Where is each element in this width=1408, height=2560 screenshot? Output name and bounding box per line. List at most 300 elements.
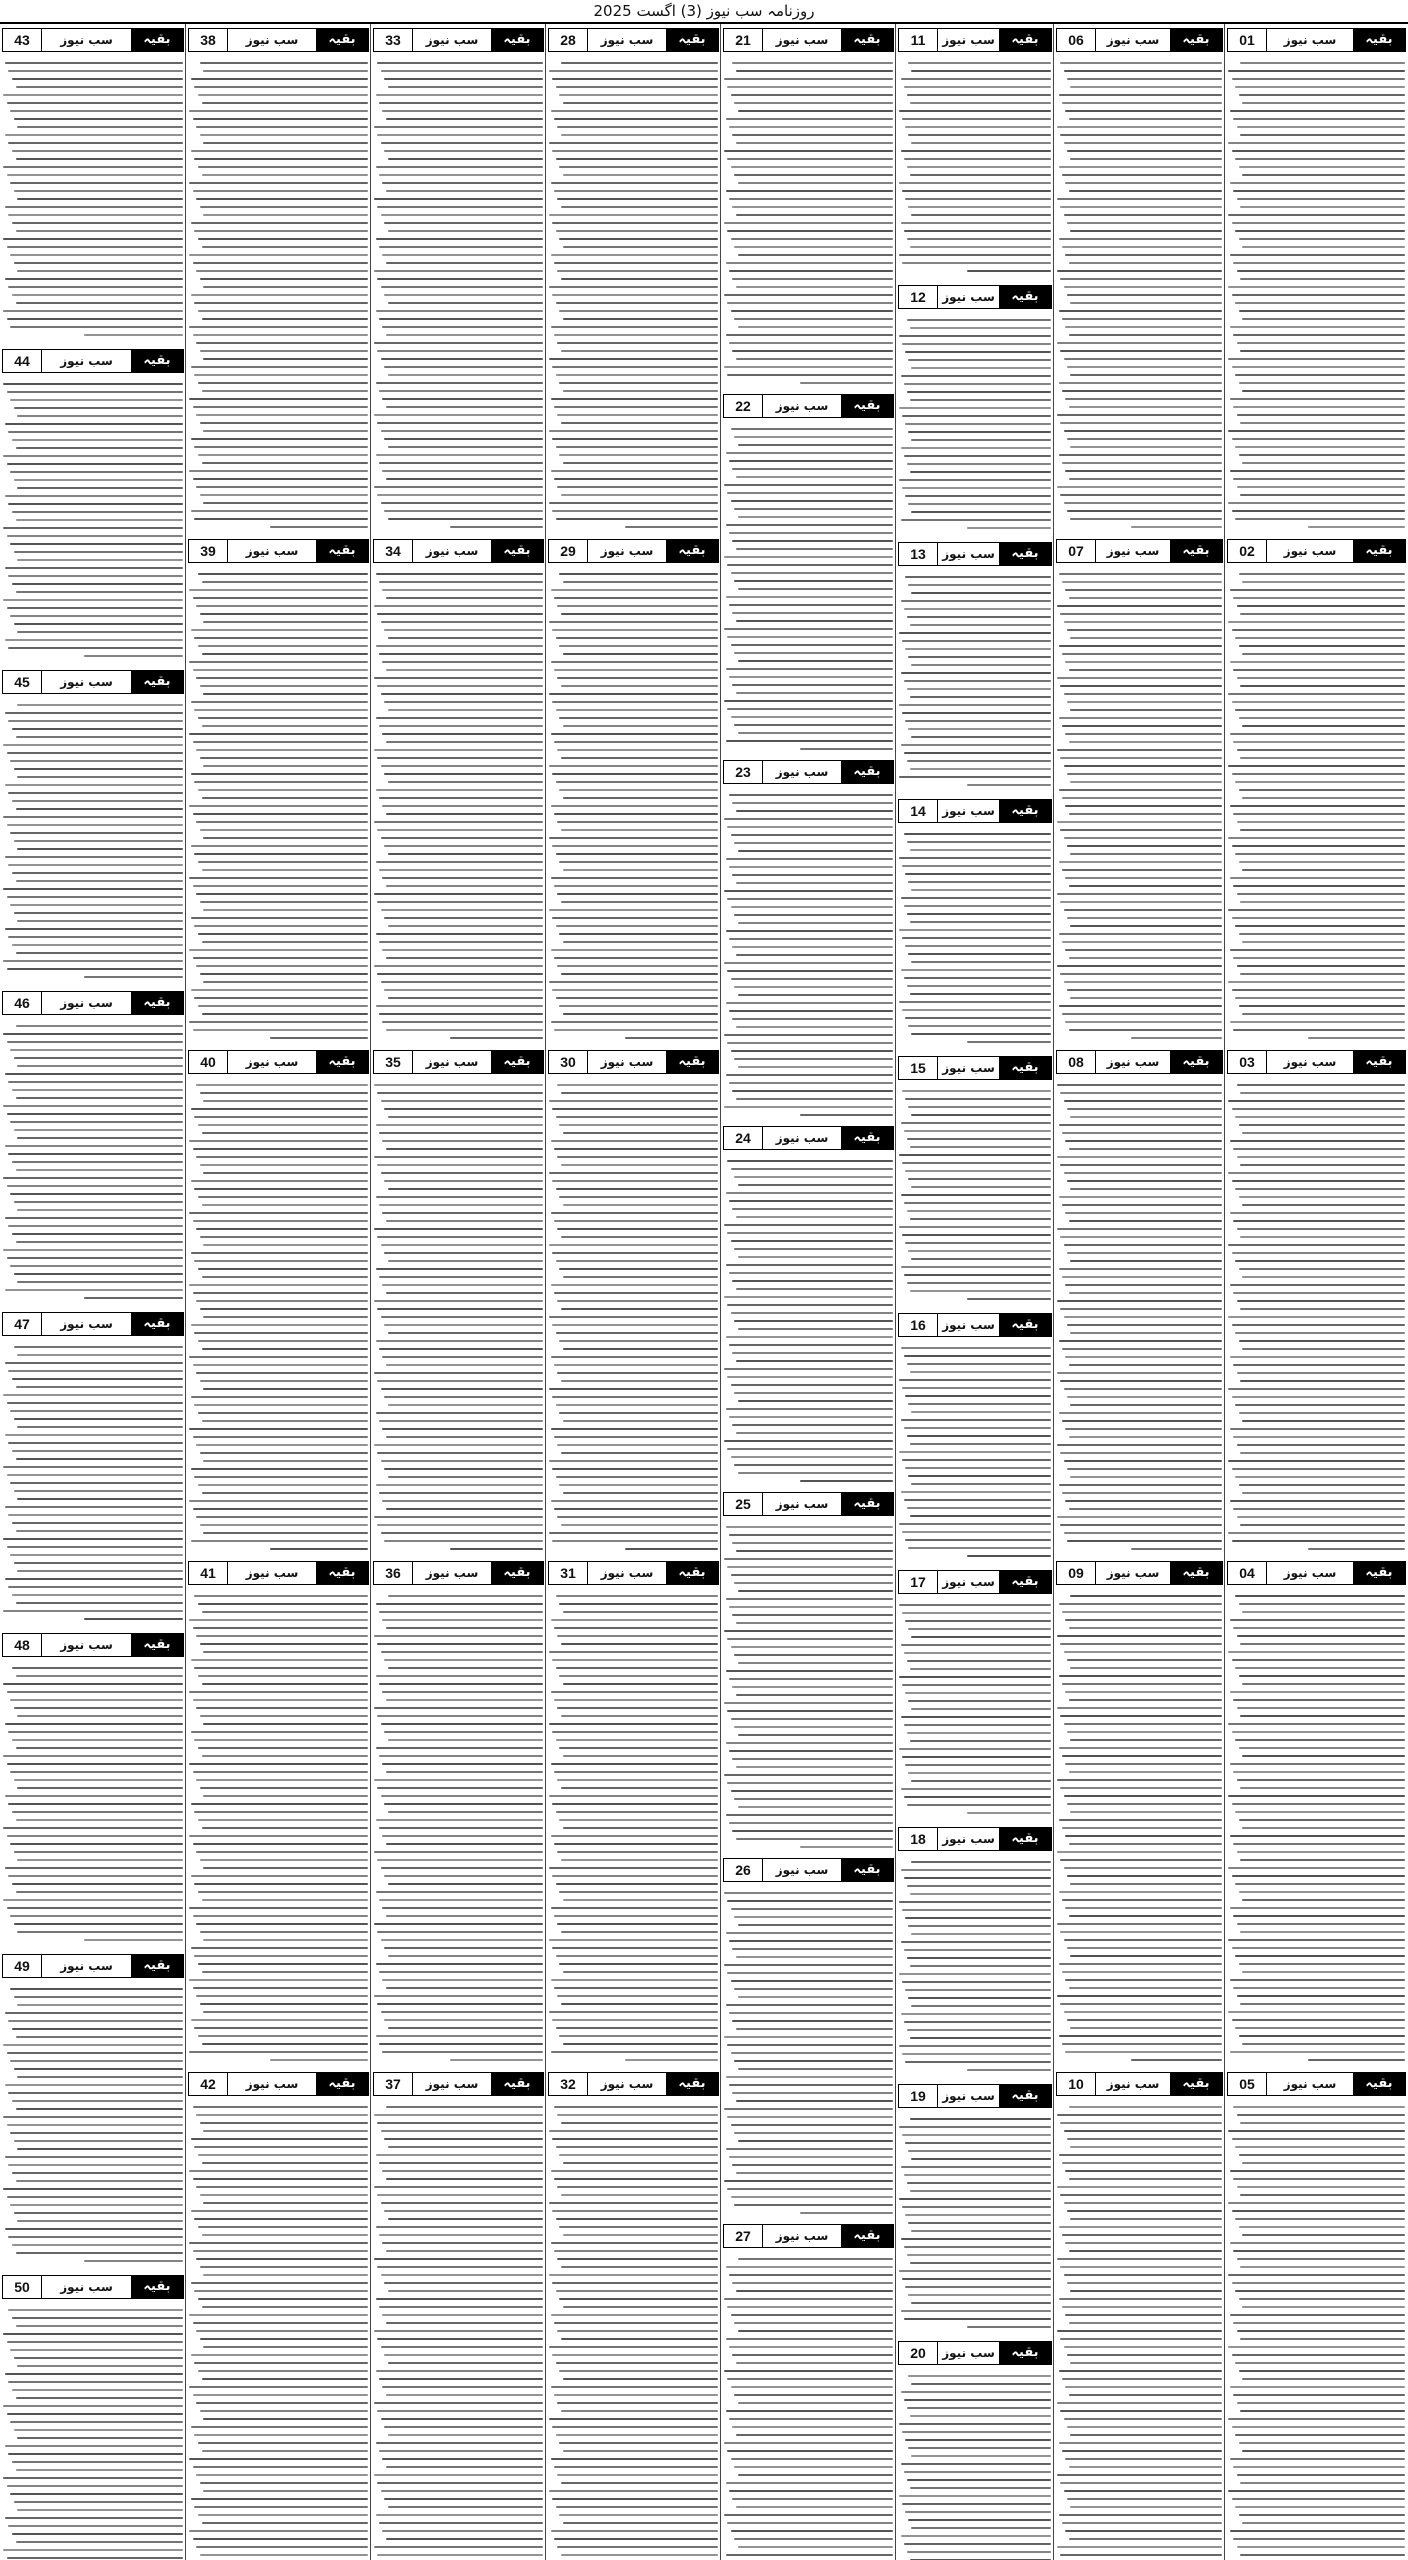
text-line xyxy=(905,1539,1051,1541)
text-line xyxy=(554,2322,718,2324)
text-line xyxy=(203,1316,368,1318)
text-line xyxy=(724,78,893,80)
text-line xyxy=(16,2036,183,2038)
text-line xyxy=(1059,1747,1222,1749)
text-line xyxy=(549,981,718,983)
text-line xyxy=(3,599,183,601)
text-line xyxy=(552,2426,718,2428)
text-line xyxy=(729,1010,893,1012)
text-line xyxy=(1239,2226,1405,2228)
text-line xyxy=(1062,797,1222,799)
baqiya-label: بقیہ xyxy=(999,1314,1051,1336)
text-line xyxy=(1230,877,1405,879)
text-line xyxy=(1232,150,1405,152)
text-line xyxy=(554,262,718,264)
text-line xyxy=(1065,1691,1222,1693)
text-line xyxy=(625,1037,718,1039)
block-number: 26 xyxy=(724,1859,763,1881)
text-line xyxy=(907,1507,1051,1509)
text-line xyxy=(559,2035,718,2037)
text-line xyxy=(386,1771,543,1773)
text-line xyxy=(1065,1428,1222,1430)
text-line xyxy=(563,318,718,320)
text-line xyxy=(5,2012,183,2014)
text-line xyxy=(556,2218,718,2220)
text-line xyxy=(557,1228,718,1230)
subnews-label: سب نیوز xyxy=(60,354,113,368)
text-line xyxy=(7,607,183,609)
text-line xyxy=(1070,925,1222,927)
text-line xyxy=(376,2370,543,2372)
text-line xyxy=(1230,1979,1405,1981)
text-line xyxy=(194,2434,368,2436)
text-line xyxy=(901,600,1051,602)
text-line xyxy=(800,2212,893,2214)
text-line xyxy=(727,970,893,972)
text-line xyxy=(1237,1156,1405,1158)
text-line xyxy=(384,1947,543,1949)
text-line xyxy=(1060,2122,1222,2124)
text-line xyxy=(193,2394,368,2396)
text-line xyxy=(552,2498,718,2500)
text-line xyxy=(10,2349,183,2351)
text-line xyxy=(1233,957,1405,959)
text-line xyxy=(381,1867,543,1869)
text-line xyxy=(552,366,718,368)
text-line xyxy=(16,591,183,593)
text-line xyxy=(1237,1923,1405,1925)
text-line xyxy=(1232,2498,1405,2500)
text-line xyxy=(16,1675,183,1677)
text-line xyxy=(1308,526,1405,528)
text-line xyxy=(374,1995,543,1997)
text-line xyxy=(1235,518,1405,520)
text-line xyxy=(1065,2458,1222,2460)
text-line xyxy=(1239,454,1405,456)
text-line xyxy=(388,2506,543,2508)
text-line xyxy=(3,2044,183,2046)
text-line xyxy=(1230,398,1405,400)
text-line xyxy=(384,1396,543,1398)
text-line xyxy=(189,1140,368,1142)
continuation-block xyxy=(546,1050,721,1557)
text-line xyxy=(3,238,183,240)
text-line xyxy=(1070,637,1222,639)
text-line xyxy=(16,1025,183,1027)
text-line xyxy=(381,1723,543,1725)
baqiya-label: بقیہ xyxy=(666,2073,718,2095)
text-line xyxy=(379,797,543,799)
text-line xyxy=(904,1427,1051,1429)
text-line xyxy=(202,653,368,655)
text-line xyxy=(270,2059,368,2061)
text-line xyxy=(202,2043,368,2045)
text-line xyxy=(556,230,718,232)
text-line xyxy=(388,2362,543,2364)
text-line xyxy=(551,326,718,328)
text-line xyxy=(901,150,1051,152)
text-line xyxy=(12,1522,183,1524)
text-line xyxy=(17,559,183,561)
text-line xyxy=(1228,1172,1405,1174)
text-line xyxy=(1060,2554,1222,2556)
text-line xyxy=(194,1476,368,1478)
text-line xyxy=(384,1108,543,1110)
text-line xyxy=(1064,981,1222,983)
text-line xyxy=(1242,1755,1405,1757)
text-line xyxy=(16,2108,183,2110)
text-line xyxy=(1242,869,1405,871)
text-line xyxy=(16,1097,183,1099)
text-line xyxy=(905,198,1051,200)
text-line xyxy=(191,629,368,631)
block-number: 33 xyxy=(374,29,413,51)
text-lines xyxy=(1225,567,1408,1042)
text-line xyxy=(374,1372,543,1374)
text-line xyxy=(1060,1308,1222,1310)
text-line xyxy=(388,446,543,448)
text-line xyxy=(724,962,893,964)
text-line xyxy=(377,2482,543,2484)
text-line xyxy=(899,254,1051,256)
text-line xyxy=(16,2252,183,2254)
text-line xyxy=(12,78,183,80)
text-line xyxy=(800,748,893,750)
baqiya-tag xyxy=(898,28,1052,52)
text-line xyxy=(736,810,893,812)
text-line xyxy=(908,1700,1051,1702)
text-line xyxy=(563,1013,718,1015)
text-line xyxy=(910,2118,1051,2120)
text-line xyxy=(381,70,543,72)
baqiya-label: بقیہ xyxy=(491,1051,543,1073)
text-line xyxy=(1240,1236,1405,1238)
text-line xyxy=(376,1747,543,1749)
text-line xyxy=(374,1300,543,1302)
text-line xyxy=(1232,2210,1405,2212)
text-line xyxy=(379,246,543,248)
text-line xyxy=(734,1176,893,1178)
block-number: 09 xyxy=(1057,1562,1096,1584)
text-line xyxy=(911,367,1051,369)
subnews-label: سب نیوز xyxy=(775,2229,829,2243)
text-line xyxy=(8,1803,183,1805)
text-line xyxy=(1070,781,1222,783)
text-line xyxy=(1064,2346,1222,2348)
text-line xyxy=(10,1265,183,1267)
text-line xyxy=(910,1146,1051,1148)
text-line xyxy=(727,826,893,828)
text-line xyxy=(551,733,718,735)
text-line xyxy=(198,1891,368,1893)
text-line xyxy=(726,334,893,336)
text-line xyxy=(552,1803,718,1805)
text-line xyxy=(902,1612,1051,1614)
text-line xyxy=(3,1033,183,1035)
text-line xyxy=(734,2322,893,2324)
text-line xyxy=(1230,470,1405,472)
text-line xyxy=(196,1156,368,1158)
text-line xyxy=(907,760,1051,762)
text-line xyxy=(191,1108,368,1110)
text-line xyxy=(200,1524,368,1526)
text-line xyxy=(189,1763,368,1765)
text-line xyxy=(1228,1460,1405,1462)
text-line xyxy=(382,805,543,807)
text-line xyxy=(736,1694,893,1696)
text-line xyxy=(381,765,543,767)
text-line xyxy=(1242,1013,1405,1015)
text-line xyxy=(727,564,893,566)
text-line xyxy=(203,909,368,911)
text-line xyxy=(1059,1603,1222,1605)
text-line xyxy=(552,1659,718,1661)
text-line xyxy=(1228,142,1405,144)
text-line xyxy=(450,2059,543,2061)
continuation-block xyxy=(896,1056,1054,1309)
text-line xyxy=(381,1532,543,1534)
text-line xyxy=(736,2172,893,2174)
text-line xyxy=(1057,414,1222,416)
text-line xyxy=(901,375,1051,377)
text-line xyxy=(901,1491,1051,1493)
text-line xyxy=(910,327,1051,329)
text-line xyxy=(1070,709,1222,711)
text-line xyxy=(1067,2354,1222,2356)
text-line xyxy=(191,2210,368,2212)
newspaper-title: روزنامہ سب نیوز (3) اگست 2025 xyxy=(593,2,815,20)
text-line xyxy=(1233,597,1405,599)
text-line xyxy=(1062,1827,1222,1829)
text-line xyxy=(1235,2290,1405,2292)
baqiya-tag xyxy=(2,1633,184,1657)
text-line xyxy=(549,286,718,288)
text-line xyxy=(736,1288,893,1290)
text-line xyxy=(10,1049,183,1051)
text-line xyxy=(554,2250,718,2252)
text-line xyxy=(1065,1356,1222,1358)
text-line xyxy=(727,2044,893,2046)
text-line xyxy=(376,1484,543,1486)
text-line xyxy=(191,701,368,703)
text-line xyxy=(1230,1212,1405,1214)
text-line xyxy=(734,1654,893,1656)
text-line xyxy=(17,631,183,633)
text-line xyxy=(388,86,543,88)
text-line xyxy=(203,1388,368,1390)
text-line xyxy=(1237,677,1405,679)
text-line xyxy=(5,1145,183,1147)
text-line xyxy=(8,2020,183,2022)
text-line xyxy=(724,1368,893,1370)
baqiya-tag xyxy=(373,539,544,563)
text-line xyxy=(384,1731,543,1733)
text-line xyxy=(551,2051,718,2053)
text-line xyxy=(16,1602,183,1604)
text-line xyxy=(1232,294,1405,296)
text-line xyxy=(552,1875,718,1877)
text-line xyxy=(561,2266,718,2268)
text-line xyxy=(1065,254,1222,256)
baqiya-tag xyxy=(1227,1050,1406,1074)
text-line xyxy=(908,503,1051,505)
text-line xyxy=(1069,2466,1222,2468)
text-line xyxy=(1232,1659,1405,1661)
continuation-block xyxy=(371,28,546,535)
text-line xyxy=(196,1228,368,1230)
baqiya-tag xyxy=(723,2224,894,2248)
text-line xyxy=(17,487,183,489)
text-line xyxy=(377,2122,543,2124)
block-number: 10 xyxy=(1057,2073,1096,2095)
text-line xyxy=(1070,158,1222,160)
text-line xyxy=(191,773,368,775)
text-line xyxy=(14,1562,183,1564)
text-line xyxy=(379,581,543,583)
text-line xyxy=(901,2310,1051,2312)
text-line xyxy=(1069,406,1222,408)
text-line xyxy=(1057,1372,1222,1374)
text-line xyxy=(382,110,543,112)
text-line xyxy=(202,390,368,392)
text-line xyxy=(899,704,1051,706)
text-line xyxy=(1228,981,1405,983)
text-line xyxy=(1239,1124,1405,1126)
block-number: 18 xyxy=(899,1828,938,1850)
text-line xyxy=(738,2330,893,2332)
text-line xyxy=(732,802,893,804)
baqiya-tag xyxy=(898,285,1052,309)
text-line xyxy=(1240,206,1405,208)
text-line xyxy=(1067,989,1222,991)
baqiya-tag xyxy=(1227,1561,1406,1585)
text-line xyxy=(200,1452,368,1454)
text-line xyxy=(196,893,368,895)
text-line xyxy=(1070,518,1222,520)
text-line xyxy=(388,1667,543,1669)
baqiya-tag xyxy=(898,1313,1052,1337)
text-line xyxy=(1232,1180,1405,1182)
baqiya-tag xyxy=(548,1561,719,1585)
text-line xyxy=(194,2290,368,2292)
text-line xyxy=(8,214,183,216)
text-line xyxy=(1067,1731,1222,1733)
text-line xyxy=(202,2378,368,2380)
text-line xyxy=(8,1514,183,1516)
text-line xyxy=(377,1164,543,1166)
baqiya-label: بقیہ xyxy=(841,395,893,417)
text-line xyxy=(1235,2362,1405,2364)
text-line xyxy=(549,765,718,767)
text-line xyxy=(189,2051,368,2053)
text-line xyxy=(10,832,183,834)
text-line xyxy=(736,954,893,956)
text-line xyxy=(734,1798,893,1800)
text-line xyxy=(1064,909,1222,911)
text-line xyxy=(908,1250,1051,1252)
text-line xyxy=(1232,1875,1405,1877)
text-line xyxy=(1057,2258,1222,2260)
text-line xyxy=(901,1194,1051,1196)
text-line xyxy=(198,2226,368,2228)
text-line xyxy=(1067,2426,1222,2428)
text-line xyxy=(1237,893,1405,895)
text-line xyxy=(386,1915,543,1917)
text-line xyxy=(1067,438,1222,440)
text-line xyxy=(738,2068,893,2070)
text-line xyxy=(734,986,893,988)
text-line xyxy=(8,1586,183,1588)
text-line xyxy=(12,2461,183,2463)
text-line xyxy=(202,1611,368,1613)
text-line xyxy=(904,1355,1051,1357)
text-lines xyxy=(0,377,186,662)
text-line xyxy=(732,2092,893,2094)
text-line xyxy=(1240,494,1405,496)
text-line xyxy=(1230,1763,1405,1765)
text-line xyxy=(724,366,893,368)
text-line xyxy=(14,262,183,264)
text-line xyxy=(1239,1963,1405,1965)
text-line xyxy=(198,789,368,791)
text-line xyxy=(193,1148,368,1150)
text-line xyxy=(563,869,718,871)
text-line xyxy=(908,584,1051,586)
text-line xyxy=(1059,1412,1222,1414)
text-line xyxy=(1059,1005,1222,1007)
text-line xyxy=(1240,2194,1405,2196)
text-lines xyxy=(0,56,186,341)
text-line xyxy=(726,858,893,860)
text-line xyxy=(203,1172,368,1174)
text-line xyxy=(557,2258,718,2260)
text-line xyxy=(556,1476,718,1478)
text-line xyxy=(194,374,368,376)
text-line xyxy=(191,917,368,919)
text-line xyxy=(200,1380,368,1382)
text-line xyxy=(911,2230,1051,2232)
text-line xyxy=(10,1410,183,1412)
text-line xyxy=(559,1196,718,1198)
text-line xyxy=(379,2522,543,2524)
text-line xyxy=(10,1554,183,1556)
baqiya-tag xyxy=(188,1050,369,1074)
text-line xyxy=(559,2298,718,2300)
block-number: 25 xyxy=(724,1493,763,1515)
text-line xyxy=(10,471,183,473)
text-line xyxy=(376,1412,543,1414)
continuation-block xyxy=(1225,1050,1408,1557)
text-line xyxy=(16,447,183,449)
subnews-label: سب نیوز xyxy=(1106,33,1160,47)
text-line xyxy=(1067,2282,1222,2284)
text-line xyxy=(191,222,368,224)
text-line xyxy=(386,478,543,480)
subnews-label: سب نیوز xyxy=(245,544,299,558)
text-line xyxy=(902,2206,1051,2208)
text-line xyxy=(12,2172,183,2174)
text-line xyxy=(1240,2482,1405,2484)
text-line xyxy=(899,776,1051,778)
text-line xyxy=(3,816,183,818)
text-line xyxy=(1067,1396,1222,1398)
text-line xyxy=(202,102,368,104)
text-line xyxy=(907,391,1051,393)
text-line xyxy=(1232,1947,1405,1949)
text-line xyxy=(3,1177,183,1179)
text-line xyxy=(1062,1755,1222,1757)
text-line xyxy=(736,2028,893,2030)
